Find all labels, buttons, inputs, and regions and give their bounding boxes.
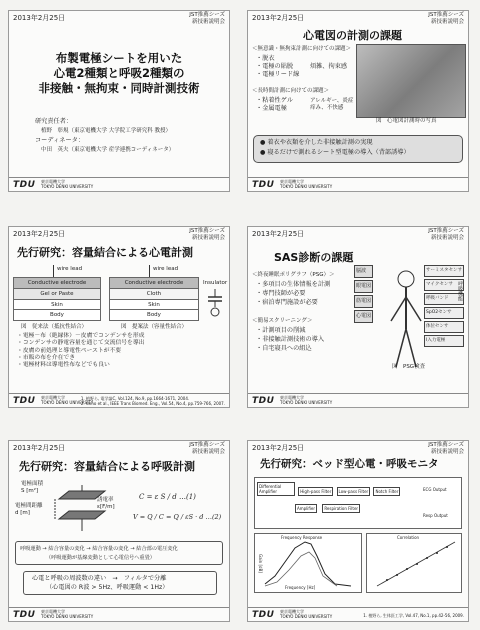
slide-header: JST推薦シーズ 新技術説明会 [428, 442, 464, 455]
distance-label: 電極間距離 d [m] [15, 503, 43, 516]
psg-figure [352, 261, 464, 373]
tdu-logo: TDU [13, 180, 36, 190]
slide-ecg-issues [247, 10, 469, 192]
bullet-list: ・電極－布（絶縁体）－皮膚でコンデンサを形成 ・コンデンサの静電容量を通じて交流信号を導出 ・皮膚の前処理と導電性ペーストが不要 ・市販の布を介在でき ・電極材料は導電性布などでも良い [17, 333, 145, 369]
person-figure-icon [386, 269, 426, 369]
slide-footer [248, 177, 468, 191]
respiratory-label: 呼吸機能 [457, 281, 463, 301]
figure-caption: 図 PSG検査 [392, 364, 426, 370]
list-item: ・電極の貼脱 [256, 63, 294, 70]
list-item: ・非接触計測技術の導入 [256, 336, 325, 343]
ecg-photo [356, 44, 466, 118]
point: ● 寝るだけで測れるシート型電極の導入（背部誘導） [260, 149, 410, 156]
researcher-name: 植野 彰規（東京電機大学 大学院工学研究科 教授） [41, 128, 171, 134]
main-title: 布製電極シートを用いた 心電2種類と呼吸2種類の 非接触・無拘束・同時計測技術 [38, 51, 200, 95]
university-name: 東京電機大学 TOKYO DENKI UNIVERSITY [280, 395, 333, 405]
highlight-box [253, 135, 463, 163]
proposed-diagram: wire lead Conductive electrode Cloth Skin Body [109, 265, 199, 321]
slide-date: 2013年2月25日 [13, 14, 66, 22]
slide-sas-issues [247, 226, 469, 408]
plate-area-label: 電極面積 S [m²] [21, 481, 44, 494]
section-heading: ＜終夜睡眠ポリグラフ（PSG）＞ [252, 272, 335, 278]
list-item: ・粘着性ゲル [256, 97, 294, 104]
list-item: ・自宅寝具への組込 [256, 345, 312, 352]
photo-caption: 図 心電図計測時の写真 [376, 118, 437, 124]
university-name: 東京電機大学 TOKYO DENKI UNIVERSITY [280, 179, 333, 189]
slide-title: 先行研究：ベッド型心電・呼吸モニタ [260, 458, 439, 470]
slide-footer [248, 393, 468, 407]
university-name: 東京電機大学 TOKYO DENKI UNIVERSITY [41, 179, 94, 189]
list-item: ・多項目の生体情報を計測 [256, 281, 331, 288]
coordinator-name: 中田 英夫（東京電機大学 産学連携コーディネータ） [41, 147, 175, 153]
circuit-block-diagram: Differential Amplifier High-pass Filter Low-pass Filter Notch Filter Amplifier Respiration Filter ECG Output Resp Output [254, 477, 462, 529]
scatter-plot [367, 534, 461, 592]
diagram-caption: 図 従来法（抵抗性結合） [21, 324, 88, 330]
slide-footer [9, 393, 229, 407]
slide-bed-monitor [247, 440, 469, 622]
tdu-logo: TDU [252, 610, 275, 620]
citation: 1. 植野ら, 生体医工学, Vol.47, No.1, pp.42-56, 2009. [363, 613, 464, 618]
slide-header: JST推薦シーズ 新技術説明会 [428, 228, 464, 241]
list-item: ・脱衣 [256, 55, 275, 62]
slide-footer [9, 607, 229, 621]
section-heading: ＜無意識・無拘束計測に向けての課題＞ [252, 46, 352, 52]
slide-capacitive-respiration [8, 440, 230, 622]
note: 煩雑、拘束感 [310, 63, 348, 70]
flow-box: 呼吸運動 → 結合容量の変化 → 結合容量の変化 → 結合部の電圧変化 （呼吸運動が基線変動として心電信号へ重畳） [15, 541, 223, 565]
university-name: 東京電機大学 TOKYO DENKI UNIVERSITY [41, 609, 94, 619]
slide-title: 心電図の計測の課題 [303, 29, 402, 42]
slide-date: 2013年2月25日 [13, 230, 66, 238]
citation: 1. 植野ら, 電学論C, Vol.124, No.9, pp.1664-1671, 2004. 2. Ueno et al., IEEE Trans Biomed. Eng., Vol.54, No.4, pp.759-766, 2007. [80, 396, 225, 406]
point: ● 着衣や衣類を介した非接触計測の実現 [260, 139, 373, 146]
slide-header: JST推薦シーズ 新技術説明会 [189, 442, 225, 455]
capacitor-symbol-icon [205, 289, 225, 317]
slide-title: 先行研究：容量結合による心電計測 [17, 246, 193, 259]
coordinator-label: コーディネータ： [35, 137, 85, 144]
slide-title [8, 10, 230, 192]
slide-date: 2013年2月25日 [252, 14, 305, 22]
list-item: ・計測項目の削減 [256, 327, 306, 334]
slide-header: JST推薦シーズ 新技術説明会 [189, 228, 225, 241]
correlation-graph: Correlation [366, 533, 462, 593]
permittivity-label: 誘電率 ε[F/m] [97, 497, 115, 510]
list-item: ・金属電極 [256, 105, 287, 112]
frequency-box: 心電と呼吸の周波数の違い → フィルタで分離 （心電図の R波 > 5Hz、呼吸運動 < 1Hz） [23, 571, 217, 595]
note: アレルギー、炎症 痒み、不快感 [310, 98, 354, 111]
section-heading: ＜簡易スクリーニング＞ [252, 318, 313, 324]
slide-footer [248, 607, 468, 621]
slide-date: 2013年2月25日 [252, 444, 305, 452]
slide-title: 先行研究：容量結合による呼吸計測 [19, 460, 195, 473]
sensor-labels: サーミスタセンサ マイクセンサ 呼吸バンド SpO2センサ 体位センサ Ⅰ入力電極 [424, 265, 464, 347]
list-item: ・宿泊専門施設が必要 [256, 299, 318, 306]
tdu-logo: TDU [13, 610, 36, 620]
list-item: ・電極リード線 [256, 71, 300, 78]
tdu-logo: TDU [252, 396, 275, 406]
slide-date: 2013年2月25日 [13, 444, 66, 452]
slide-header: JST推薦シーズ 新技術説明会 [189, 12, 225, 25]
university-name: 東京電機大学 TOKYO DENKI UNIVERSITY [41, 395, 94, 405]
tdu-logo: TDU [252, 180, 275, 190]
section-heading: ＜長時間計測に向けての課題＞ [252, 88, 330, 94]
formula-2: V = Q / C = Q / εS · d …(2) [133, 513, 222, 521]
researcher-label: 研究責任者： [35, 118, 73, 125]
slide-title: SAS診断の課題 [274, 251, 354, 264]
list-item: ・専門技師が必要 [256, 290, 306, 297]
university-name: 東京電機大学 TOKYO DENKI UNIVERSITY [280, 609, 333, 619]
diagram-caption: 図 提案法（容量性結合） [121, 324, 188, 330]
conventional-diagram: wire lead Conductive electrode Gel or Paste Skin Body [13, 265, 101, 321]
tdu-logo: TDU [13, 396, 36, 406]
formula-1: C = ε S / d …(1) [139, 493, 196, 501]
slide-footer [9, 177, 229, 191]
frequency-response-graph: Frequency Response Frequency [Hz] Gain [dB] [254, 533, 362, 593]
slide-capacitive-ecg [8, 226, 230, 408]
slide-header: JST推薦シーズ 新技術説明会 [428, 12, 464, 25]
insulator-label: Insulator [203, 280, 228, 286]
slide-date: 2013年2月25日 [252, 230, 305, 238]
side-labels: 脳波 眼電図 筋電図 心電図 [354, 265, 373, 323]
layer-stack: Conductive electrode Gel or Paste Skin Body [13, 277, 101, 321]
layer-stack: Conductive electrode Cloth Skin Body [109, 277, 199, 321]
